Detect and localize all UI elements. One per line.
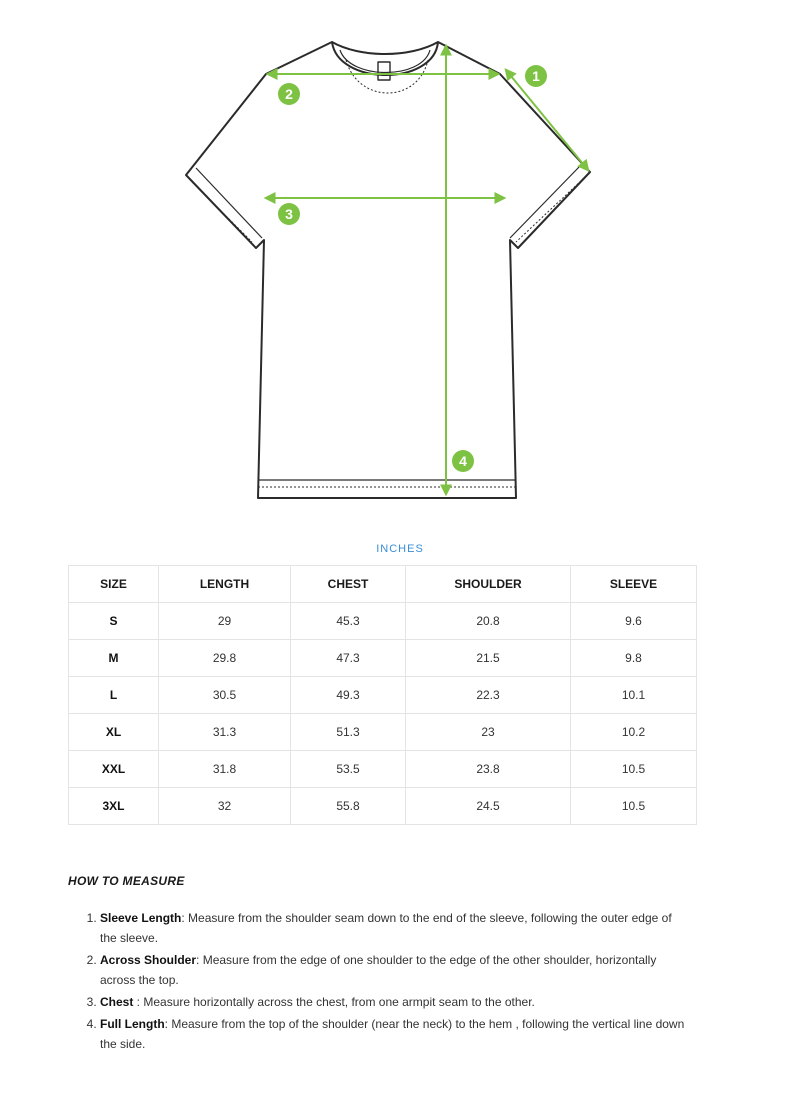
header-sleeve: SLEEVE [571, 566, 697, 603]
header-length: LENGTH [159, 566, 291, 603]
item-term: Sleeve Length [100, 911, 182, 925]
size-cell: S [69, 603, 159, 640]
table-row [69, 714, 697, 751]
item-text: : Measure from the shoulder seam down to the end of the sleeve, following the outer edge of the sleeve. [100, 911, 672, 945]
how-to-measure-section [68, 874, 688, 1056]
marker-label-2: 2 [285, 86, 293, 102]
list-item [100, 992, 688, 1012]
list-item [100, 1014, 688, 1054]
size-cell: 3XL [69, 788, 159, 825]
table-row [69, 677, 697, 714]
chest-cell: 45.3 [291, 603, 406, 640]
marker-badge-3 [278, 203, 300, 225]
table-row [69, 640, 697, 677]
marker-badges [278, 65, 547, 472]
item-text: : Measure horizontally across the chest, from one armpit seam to the other. [133, 995, 535, 1009]
marker-label-1: 1 [532, 68, 540, 84]
shoulder-cell: 24.5 [406, 788, 571, 825]
item-text: : Measure from the edge of one shoulder to the edge of the other shoulder, horizontally across the top. [100, 953, 657, 987]
header-size: SIZE [69, 566, 159, 603]
shoulder-cell: 21.5 [406, 640, 571, 677]
table-row [69, 751, 697, 788]
header-shoulder: SHOULDER [406, 566, 571, 603]
measurement-arrows [266, 46, 588, 494]
marker-label-4: 4 [459, 453, 467, 469]
table-row [69, 788, 697, 825]
length-cell: 31.3 [159, 714, 291, 751]
header-chest: CHEST [291, 566, 406, 603]
chest-cell: 55.8 [291, 788, 406, 825]
item-term: Full Length [100, 1017, 165, 1031]
chest-cell: 51.3 [291, 714, 406, 751]
size-cell: M [69, 640, 159, 677]
list-item [100, 908, 688, 948]
table-header-row [69, 566, 697, 603]
chest-cell: 49.3 [291, 677, 406, 714]
list-item [100, 950, 688, 990]
marker-label-3: 3 [285, 206, 293, 222]
chest-cell: 53.5 [291, 751, 406, 788]
length-cell: 32 [159, 788, 291, 825]
arrow-sleeve [506, 70, 588, 170]
size-cell: XL [69, 714, 159, 751]
length-cell: 31.8 [159, 751, 291, 788]
length-cell: 29 [159, 603, 291, 640]
length-cell: 29.8 [159, 640, 291, 677]
sleeve-cell: 10.1 [571, 677, 697, 714]
shoulder-cell: 20.8 [406, 603, 571, 640]
marker-badge-2 [278, 83, 300, 105]
tshirt-diagram [0, 0, 800, 520]
shoulder-cell: 23.8 [406, 751, 571, 788]
marker-badge-4 [452, 450, 474, 472]
how-to-measure-title: HOW TO MEASURE [68, 874, 185, 888]
sleeve-cell: 10.5 [571, 751, 697, 788]
size-cell: L [69, 677, 159, 714]
sleeve-cell: 10.5 [571, 788, 697, 825]
tshirt-outline [186, 42, 590, 498]
item-term: Chest [100, 995, 134, 1009]
chest-cell: 47.3 [291, 640, 406, 677]
item-term: Across Shoulder [100, 953, 197, 967]
table-row [69, 603, 697, 640]
size-cell: XXL [69, 751, 159, 788]
marker-badge-1 [525, 65, 547, 87]
sleeve-cell: 10.2 [571, 714, 697, 751]
unit-label: INCHES [376, 543, 424, 555]
how-to-measure-list [68, 908, 688, 1054]
size-chart-table [68, 565, 697, 825]
shoulder-cell: 22.3 [406, 677, 571, 714]
item-text: : Measure from the top of the shoulder (near the neck) to the hem , following the vertical line down the side. [100, 1017, 685, 1051]
shoulder-cell: 23 [406, 714, 571, 751]
length-cell: 30.5 [159, 677, 291, 714]
sleeve-cell: 9.6 [571, 603, 697, 640]
sleeve-cell: 9.8 [571, 640, 697, 677]
